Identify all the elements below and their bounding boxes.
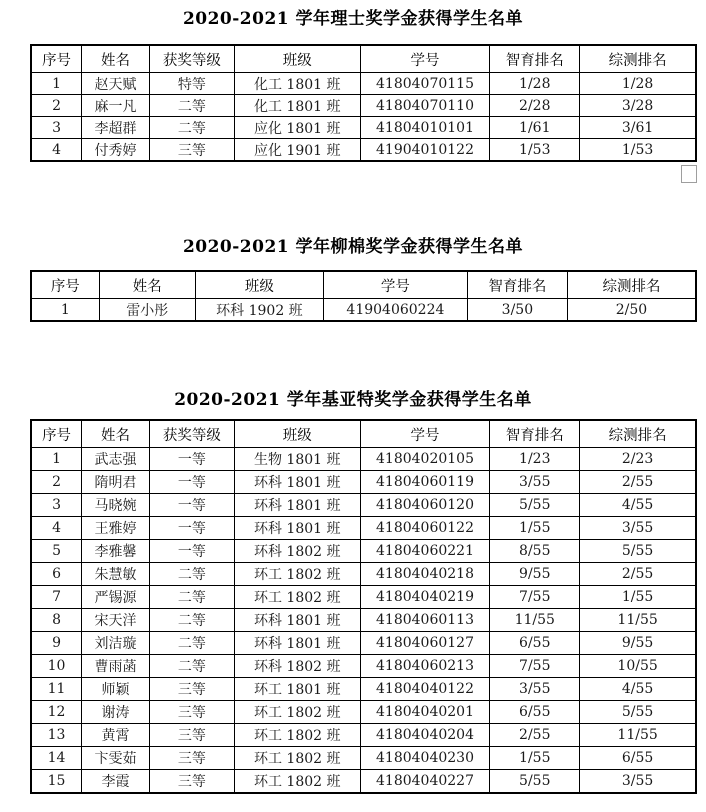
- table-row: [31, 517, 696, 540]
- liumian-scholarship-table: [30, 270, 697, 322]
- table-row: [31, 609, 696, 632]
- table-row: [31, 299, 696, 322]
- column-header: 获奖等级: [149, 45, 234, 73]
- cell: 3/61: [580, 117, 696, 139]
- table-row: [31, 471, 696, 494]
- cell: 应化 1901 班: [234, 139, 360, 162]
- cell: 环科 1801 班: [234, 494, 360, 517]
- cell: 三等: [149, 724, 234, 747]
- table-row: [31, 655, 696, 678]
- jiyate-scholarship-table: [30, 419, 697, 794]
- cell: 4: [31, 139, 82, 162]
- cell: 三等: [149, 747, 234, 770]
- cell: 一等: [149, 471, 234, 494]
- cell: 1/53: [490, 139, 580, 162]
- cell: 环科 1801 班: [234, 471, 360, 494]
- cell: 5: [31, 540, 82, 563]
- cell: 9/55: [490, 563, 580, 586]
- cell: 一等: [149, 448, 234, 471]
- cell: 2/23: [580, 448, 696, 471]
- cell: 41804040122: [360, 678, 490, 701]
- cell: 环科 1801 班: [234, 517, 360, 540]
- cell: 10: [31, 655, 82, 678]
- cell: 3: [31, 494, 82, 517]
- cell: 2/55: [490, 724, 580, 747]
- table-row: [31, 139, 696, 162]
- cell: 5/55: [490, 770, 580, 794]
- table-row: [31, 632, 696, 655]
- cell: 2/50: [567, 299, 696, 322]
- cell: 2: [31, 471, 82, 494]
- cell: 朱慧敏: [82, 563, 150, 586]
- cell: 41804040219: [360, 586, 490, 609]
- section-lishi-scholarship: [0, 0, 706, 183]
- cell: 11/55: [580, 609, 696, 632]
- cell: 李霞: [82, 770, 150, 794]
- cell: 二等: [149, 655, 234, 678]
- cell: 特等: [149, 73, 234, 95]
- column-header: 班级: [234, 420, 360, 448]
- cell: 41804060119: [360, 471, 490, 494]
- cell: 13: [31, 724, 82, 747]
- cell: 三等: [149, 678, 234, 701]
- cell: 6/55: [490, 701, 580, 724]
- cell: 6/55: [580, 747, 696, 770]
- cell: 4/55: [580, 494, 696, 517]
- cell: 41904060224: [323, 299, 467, 322]
- column-header: 姓名: [99, 271, 195, 299]
- cell: 化工 1801 班: [234, 95, 360, 117]
- cell: 11/55: [490, 609, 580, 632]
- cell: 一等: [149, 494, 234, 517]
- cell: 环科 1801 班: [234, 632, 360, 655]
- cell: 二等: [149, 95, 234, 117]
- cell: 武志强: [82, 448, 150, 471]
- cell: 二等: [149, 632, 234, 655]
- cell: 1/55: [490, 747, 580, 770]
- cell: 8: [31, 609, 82, 632]
- cell: 1/23: [490, 448, 580, 471]
- cell: 4/55: [580, 678, 696, 701]
- liumian-scholarship-title: 2020-2021 学年柳棉奖学金获得学生名单: [182, 237, 524, 257]
- table-row: [31, 724, 696, 747]
- cell: 一等: [149, 540, 234, 563]
- cell: 卞雯茹: [82, 747, 150, 770]
- cell: 赵天赋: [82, 73, 150, 95]
- cell: 3: [31, 117, 82, 139]
- cell: 9/55: [580, 632, 696, 655]
- cell: 41804060113: [360, 609, 490, 632]
- cell: 1/55: [580, 586, 696, 609]
- cell: 4: [31, 517, 82, 540]
- cell: 李超群: [82, 117, 150, 139]
- missing-glyph-box: [681, 165, 697, 183]
- cell: 41804010101: [360, 117, 490, 139]
- cell: 9: [31, 632, 82, 655]
- cell: 二等: [149, 117, 234, 139]
- cell: 15: [31, 770, 82, 794]
- column-header: 获奖等级: [149, 420, 234, 448]
- cell: 环科 1801 班: [234, 609, 360, 632]
- cell: 隋明君: [82, 471, 150, 494]
- table-row: [31, 494, 696, 517]
- cell: 41804060120: [360, 494, 490, 517]
- cell: 环工 1802 班: [234, 747, 360, 770]
- cell: 3/55: [490, 471, 580, 494]
- cell: 一等: [149, 517, 234, 540]
- cell: 41804060213: [360, 655, 490, 678]
- cell: 5/55: [580, 540, 696, 563]
- cell: 3/55: [580, 517, 696, 540]
- table-row: [31, 563, 696, 586]
- lishi-scholarship-table: [30, 44, 697, 162]
- section-liumian-scholarship: [0, 183, 706, 322]
- cell: 41804040227: [360, 770, 490, 794]
- cell: 麻一凡: [82, 95, 150, 117]
- cell: 41804060127: [360, 632, 490, 655]
- cell: 41804040201: [360, 701, 490, 724]
- column-header: 序号: [31, 45, 82, 73]
- cell: 雷小彤: [99, 299, 195, 322]
- cell: 师颖: [82, 678, 150, 701]
- column-header: 综测排名: [580, 45, 696, 73]
- cell: 环工 1802 班: [234, 701, 360, 724]
- cell: 严锡源: [82, 586, 150, 609]
- column-header: 序号: [31, 271, 99, 299]
- table-row: [31, 540, 696, 563]
- cell: 1/28: [580, 73, 696, 95]
- table-row: [31, 678, 696, 701]
- cell: 化工 1801 班: [234, 73, 360, 95]
- cell: 11: [31, 678, 82, 701]
- cell: 马晓婉: [82, 494, 150, 517]
- column-header: 智育排名: [490, 420, 580, 448]
- table-row: [31, 747, 696, 770]
- header-row: [31, 271, 696, 299]
- cell: 41904010122: [360, 139, 490, 162]
- cell: 41804040204: [360, 724, 490, 747]
- cell: 1: [31, 299, 99, 322]
- lishi-scholarship-title: 2020-2021 学年理士奖学金获得学生名单: [182, 9, 524, 29]
- cell: 生物 1801 班: [234, 448, 360, 471]
- cell: 宋天洋: [82, 609, 150, 632]
- cell: 环工 1802 班: [234, 724, 360, 747]
- table-row: [31, 701, 696, 724]
- column-header: 序号: [31, 420, 82, 448]
- cell: 环科 1802 班: [234, 540, 360, 563]
- cell: 12: [31, 701, 82, 724]
- cell: 3/55: [580, 770, 696, 794]
- cell: 7/55: [490, 586, 580, 609]
- cell: 41804060221: [360, 540, 490, 563]
- cell: 1/53: [580, 139, 696, 162]
- cell: 环科 1902 班: [195, 299, 323, 322]
- column-header: 综测排名: [567, 271, 696, 299]
- column-header: 学号: [360, 420, 490, 448]
- cell: 1/28: [490, 73, 580, 95]
- cell: 3/55: [490, 678, 580, 701]
- cell: 8/55: [490, 540, 580, 563]
- header-row: [31, 420, 696, 448]
- column-header: 智育排名: [490, 45, 580, 73]
- cell: 李雅馨: [82, 540, 150, 563]
- cell: 刘洁璇: [82, 632, 150, 655]
- cell: 41804070115: [360, 73, 490, 95]
- cell: 谢涛: [82, 701, 150, 724]
- cell: 11/55: [580, 724, 696, 747]
- cell: 1/55: [490, 517, 580, 540]
- cell: 1: [31, 73, 82, 95]
- cell: 应化 1801 班: [234, 117, 360, 139]
- column-header: 学号: [323, 271, 467, 299]
- cell: 14: [31, 747, 82, 770]
- cell: 二等: [149, 609, 234, 632]
- cell: 环工 1802 班: [234, 563, 360, 586]
- cell: 环科 1802 班: [234, 655, 360, 678]
- column-header: 综测排名: [580, 420, 696, 448]
- cell: 2/55: [580, 471, 696, 494]
- table-row: [31, 770, 696, 794]
- cell: 1: [31, 448, 82, 471]
- jiyate-scholarship-title: 2020-2021 学年基亚特奖学金获得学生名单: [174, 390, 532, 410]
- cell: 41804070110: [360, 95, 490, 117]
- cell: 环工 1801 班: [234, 678, 360, 701]
- section-jiyate-scholarship: [0, 322, 706, 794]
- cell: 三等: [149, 770, 234, 794]
- cell: 41804040230: [360, 747, 490, 770]
- cell: 41804060122: [360, 517, 490, 540]
- cell: 7/55: [490, 655, 580, 678]
- column-header: 姓名: [82, 45, 150, 73]
- cell: 曹雨菡: [82, 655, 150, 678]
- column-header: 学号: [360, 45, 490, 73]
- cell: 3/50: [467, 299, 567, 322]
- cell: 1/61: [490, 117, 580, 139]
- cell: 付秀婷: [82, 139, 150, 162]
- cell: 5/55: [490, 494, 580, 517]
- column-header: 班级: [234, 45, 360, 73]
- table-row: [31, 586, 696, 609]
- cell: 7: [31, 586, 82, 609]
- cell: 41804040218: [360, 563, 490, 586]
- cell: 黄霄: [82, 724, 150, 747]
- cell: 2: [31, 95, 82, 117]
- cell: 二等: [149, 563, 234, 586]
- cell: 6/55: [490, 632, 580, 655]
- cell: 2/28: [490, 95, 580, 117]
- cell: 王雅婷: [82, 517, 150, 540]
- cell: 环工 1802 班: [234, 770, 360, 794]
- cell: 6: [31, 563, 82, 586]
- cell: 三等: [149, 701, 234, 724]
- column-header: 班级: [195, 271, 323, 299]
- cell: 二等: [149, 586, 234, 609]
- cell: 41804020105: [360, 448, 490, 471]
- table-row: [31, 117, 696, 139]
- cell: 5/55: [580, 701, 696, 724]
- table-row: [31, 448, 696, 471]
- column-header: 姓名: [82, 420, 150, 448]
- table-row: [31, 95, 696, 117]
- cell: 三等: [149, 139, 234, 162]
- cell: 10/55: [580, 655, 696, 678]
- header-row: [31, 45, 696, 73]
- cell: 3/28: [580, 95, 696, 117]
- table-row: [31, 73, 696, 95]
- cell: 2/55: [580, 563, 696, 586]
- column-header: 智育排名: [467, 271, 567, 299]
- cell: 环工 1802 班: [234, 586, 360, 609]
